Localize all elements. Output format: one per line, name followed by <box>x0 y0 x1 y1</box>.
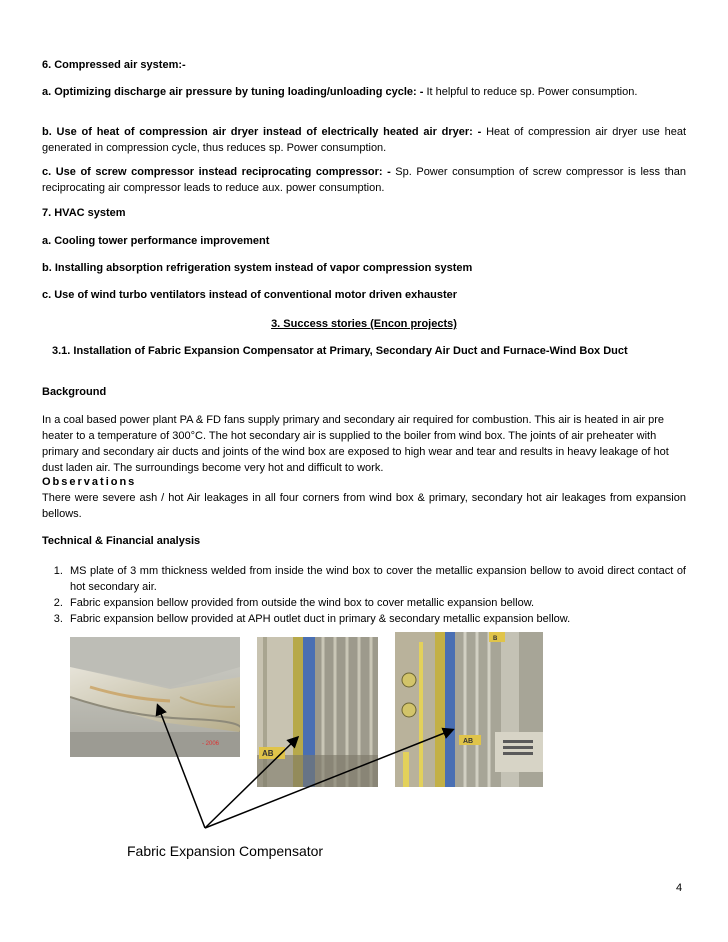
photo-duct-gauges <box>395 632 543 787</box>
compressed-air-item-c <box>42 164 686 196</box>
hvac-item-a: a. Cooling tower performance improvement <box>42 235 270 247</box>
item-c-bold: c. Use of screw compressor instead reciprocating compressor: - <box>42 166 391 178</box>
item-b-text: Heat of compression air dryer use heat generated in compression cycle, thus reduces sp. Power consumption. <box>42 126 686 154</box>
photo-fabric-bellow <box>70 637 240 757</box>
photo-duct-blue-channel <box>257 637 378 787</box>
analysis-heading: Technical & Financial analysis <box>42 535 201 547</box>
svg-text:- 2006: - 2006 <box>202 741 220 747</box>
analysis-list <box>40 563 686 627</box>
observations-text: There were severe ash / hot Air leakages in all four corners from wind box & primary, secondary hot air leakages from expansion bellows. <box>42 492 686 520</box>
item-a-bold: a. Optimizing discharge air pressure by tuning loading/unloading cycle: - <box>42 86 424 98</box>
photo-duct-blue-channel-image <box>257 637 378 787</box>
compressed-air-item-b <box>42 124 686 156</box>
hvac-item-c: c. Use of wind turbo ventilators instead of conventional motor driven exhauster <box>42 289 458 301</box>
analysis-item-2: 2. Fabric expansion bellow provided from outside the wind box to cover metallic expansion bellow. <box>66 595 686 611</box>
figure-caption: Fabric Expansion Compensator <box>127 843 324 859</box>
hvac-item-b: b. Installing absorption refrigeration system instead of vapor compression system <box>42 262 473 274</box>
success-heading: 3. Success stories (Encon projects) <box>271 318 457 330</box>
item-b-bold: b. Use of heat of compression air dryer instead of electrically heated air dryer: - <box>42 126 482 138</box>
photo-fabric-bellow-image <box>70 637 240 757</box>
photo-label-b: B <box>493 636 498 642</box>
analysis-item-3: 3. Fabric expansion bellow provided at APH outlet duct in primary & secondary metallic expansion bellow. <box>66 611 686 627</box>
success-subheading: 3.1. Installation of Fabric Expansion Compensator at Primary, Secondary Air Duct and Furnace-Wind Box Duct <box>52 345 628 357</box>
compressed-air-item-a <box>42 84 686 100</box>
observations-heading: Observations <box>42 476 137 488</box>
background-text: In a coal based power plant PA & FD fans supply primary and secondary air required for combustion. This air is heated in air pre heater to a temperature of 300°C. The hot secondary air is supplied to the boiler from wind box. The joints of air preheater with primary and secondary air ducts and joints of the wind box are exposed to high wear and tear and results in heavy leakage of hot dust laden air. The surroundings become very hot and difficult to work. <box>42 414 669 474</box>
background-heading: Background <box>42 386 107 398</box>
photo-duct-gauges-image <box>395 632 543 787</box>
compressed-air-heading: 6. Compressed air system:- <box>42 59 186 71</box>
page-number: 4 <box>676 882 683 894</box>
item-c-text: Sp. Power consumption of screw compressor is less than reciprocating air compressor leads to reduce aux. power consumption. <box>42 166 686 194</box>
photo-label-ab-2: AB <box>463 738 474 745</box>
hvac-heading: 7. HVAC system <box>42 207 126 219</box>
analysis-item-1: 1. MS plate of 3 mm thickness welded from inside the wind box to cover the metallic expansion bellow to avoid direct contact of hot secondary air. <box>66 563 686 595</box>
item-a-text: It helpful to reduce sp. Power consumption. <box>423 86 638 98</box>
photo-label-ab-1: AB <box>262 749 274 758</box>
